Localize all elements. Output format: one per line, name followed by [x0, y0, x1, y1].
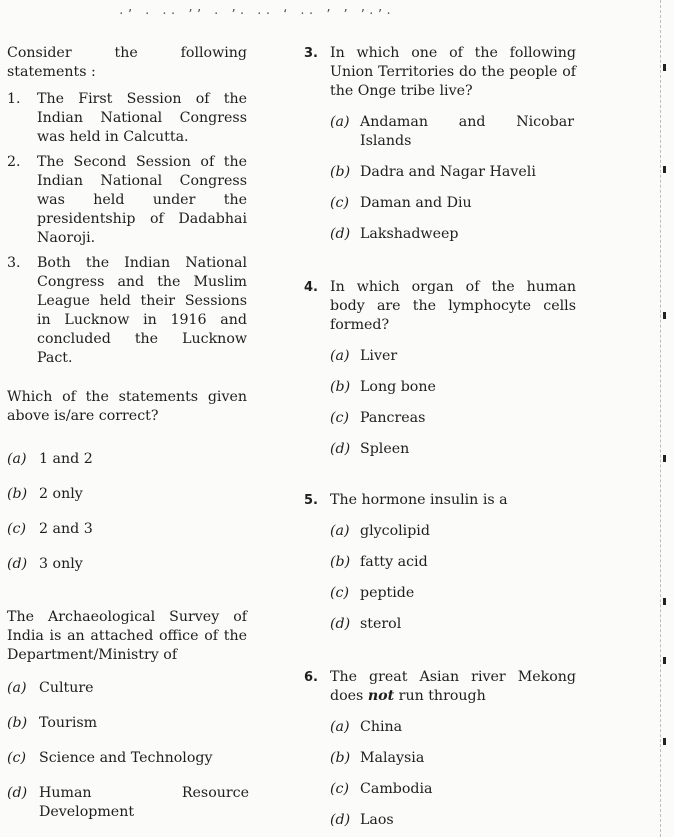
question-text	[330, 668, 576, 706]
option-label: (c)	[7, 750, 27, 766]
statement-item	[7, 90, 247, 147]
option-list	[7, 450, 247, 590]
option-label: (c)	[330, 410, 350, 426]
question-text-part: The great Asian river Mekong does	[330, 669, 576, 704]
question-text: Which of the statements given above is/are correct?	[7, 389, 247, 424]
option-label: (b)	[330, 379, 351, 395]
option-text: fatty acid	[360, 554, 428, 570]
statement-number: 3.	[7, 255, 21, 271]
option-text: Daman and Diu	[360, 195, 472, 211]
option-label: (c)	[7, 521, 27, 537]
question-text: In which organ of the human body are the lymphocyte cells formed?	[330, 279, 576, 333]
left-column	[7, 44, 247, 822]
question-intro: Consider the following statements :	[7, 45, 247, 80]
option-c[interactable]	[304, 194, 576, 225]
option-text: 1 and 2	[39, 451, 93, 467]
binding-mark	[663, 312, 666, 319]
option-label: (a)	[330, 348, 350, 364]
option-text: Science and Technology	[39, 750, 213, 766]
scan-noise-header: ·’ · ·· ’’ · ’· ·· ‘ ·· ’ ’ ’·’·	[118, 7, 394, 20]
option-list	[304, 522, 576, 646]
option-label: (d)	[330, 812, 351, 828]
binding-mark	[663, 738, 666, 745]
question-asi-block	[7, 608, 247, 822]
option-text: sterol	[360, 616, 402, 632]
binding-mark	[663, 657, 666, 664]
option-label: (b)	[7, 715, 28, 731]
option-d[interactable]	[304, 225, 576, 256]
option-label: (b)	[330, 554, 351, 570]
option-b[interactable]	[304, 378, 576, 409]
option-text: China	[360, 719, 403, 735]
option-a[interactable]	[304, 522, 576, 553]
question-number: 5.	[304, 493, 318, 508]
statement-text: Both the Indian National Congress and the Muslim League held their Sessions in Lucknow in 1916 and concluded the Lucknow Pact.	[37, 255, 247, 366]
binding-mark	[663, 598, 666, 605]
right-column	[304, 44, 576, 835]
option-text: Andaman and Nicobar Islands	[360, 114, 574, 149]
option-label: (a)	[330, 114, 350, 130]
option-b[interactable]	[304, 553, 576, 584]
option-label: (a)	[330, 523, 350, 539]
option-text: Tourism	[39, 715, 98, 731]
option-text: Cambodia	[360, 781, 433, 797]
option-label: (d)	[330, 616, 351, 632]
question-number: 3.	[304, 46, 318, 61]
option-label: (a)	[330, 719, 350, 735]
option-text: Lakshadweep	[360, 226, 459, 242]
option-label: (d)	[330, 441, 351, 457]
question-6	[304, 668, 576, 706]
option-text: glycolipid	[360, 523, 430, 539]
binding-edge	[660, 0, 671, 837]
question-text: The Archaeological Survey of India is an attached office of the Department/Ministry of	[7, 609, 247, 663]
question-3	[304, 44, 576, 101]
option-text: Human Resource Development	[39, 785, 249, 820]
binding-mark	[663, 455, 666, 462]
option-d[interactable]	[7, 784, 249, 822]
question-4	[304, 278, 576, 335]
option-list	[304, 347, 576, 471]
option-label: (d)	[7, 785, 28, 801]
question-text: In which one of the following Union Territories do the people of the Onge tribe live?	[330, 45, 576, 99]
option-d[interactable]	[7, 555, 247, 590]
option-list	[304, 718, 576, 835]
option-label: (b)	[7, 486, 28, 502]
statement-text: The Second Session of the Indian National Congress was held under the presidentship of Dadabhai Naoroji.	[37, 154, 247, 246]
option-a[interactable]	[304, 718, 576, 749]
option-c[interactable]	[304, 409, 576, 440]
question-text-part: run through	[394, 688, 486, 704]
option-label: (c)	[330, 781, 350, 797]
binding-mark	[663, 166, 666, 173]
binding-mark	[663, 64, 666, 71]
option-text: Laos	[360, 812, 394, 828]
statement-text: The First Session of the Indian National Congress was held in Calcutta.	[37, 91, 247, 145]
option-a[interactable]	[7, 450, 247, 485]
option-label: (a)	[7, 451, 27, 467]
option-text: 2 only	[39, 486, 83, 502]
question-statements-block	[7, 44, 247, 590]
option-text: Pancreas	[360, 410, 426, 426]
option-a[interactable]	[7, 679, 247, 714]
question-text: The hormone insulin is a	[330, 492, 508, 508]
option-text: Dadra and Nagar Haveli	[360, 164, 536, 180]
option-text: Spleen	[360, 441, 410, 457]
option-label: (a)	[7, 680, 27, 696]
option-a[interactable]	[304, 113, 574, 151]
option-b[interactable]	[7, 485, 247, 520]
option-text: Liver	[360, 348, 398, 364]
option-label: (d)	[330, 226, 351, 242]
option-c[interactable]	[7, 749, 247, 784]
option-label: (c)	[330, 585, 350, 601]
option-c[interactable]	[304, 584, 576, 615]
option-label: (b)	[330, 164, 351, 180]
option-d[interactable]	[304, 811, 576, 835]
question-number: 6.	[304, 670, 318, 685]
option-text: Long bone	[360, 379, 436, 395]
question-5	[304, 491, 576, 510]
option-d[interactable]	[304, 615, 576, 646]
statement-item	[7, 153, 247, 248]
option-text: 3 only	[39, 556, 83, 572]
option-list	[304, 113, 576, 256]
question-emphasis: not	[367, 688, 395, 704]
option-text: Malaysia	[360, 750, 425, 766]
option-label: (b)	[330, 750, 351, 766]
option-d[interactable]	[304, 440, 576, 471]
option-c[interactable]	[7, 520, 247, 555]
statement-number: 2.	[7, 154, 21, 170]
option-text: peptide	[360, 585, 415, 601]
option-text: Culture	[39, 680, 94, 696]
statement-item	[7, 254, 247, 368]
statement-number: 1.	[7, 91, 21, 107]
question-number: 4.	[304, 280, 318, 295]
option-b[interactable]	[7, 714, 247, 749]
option-a[interactable]	[304, 347, 576, 378]
option-text: 2 and 3	[39, 521, 93, 537]
option-b[interactable]	[304, 163, 576, 194]
option-label: (d)	[7, 556, 28, 572]
option-b[interactable]	[304, 749, 576, 780]
option-label: (c)	[330, 195, 350, 211]
option-c[interactable]	[304, 780, 576, 811]
